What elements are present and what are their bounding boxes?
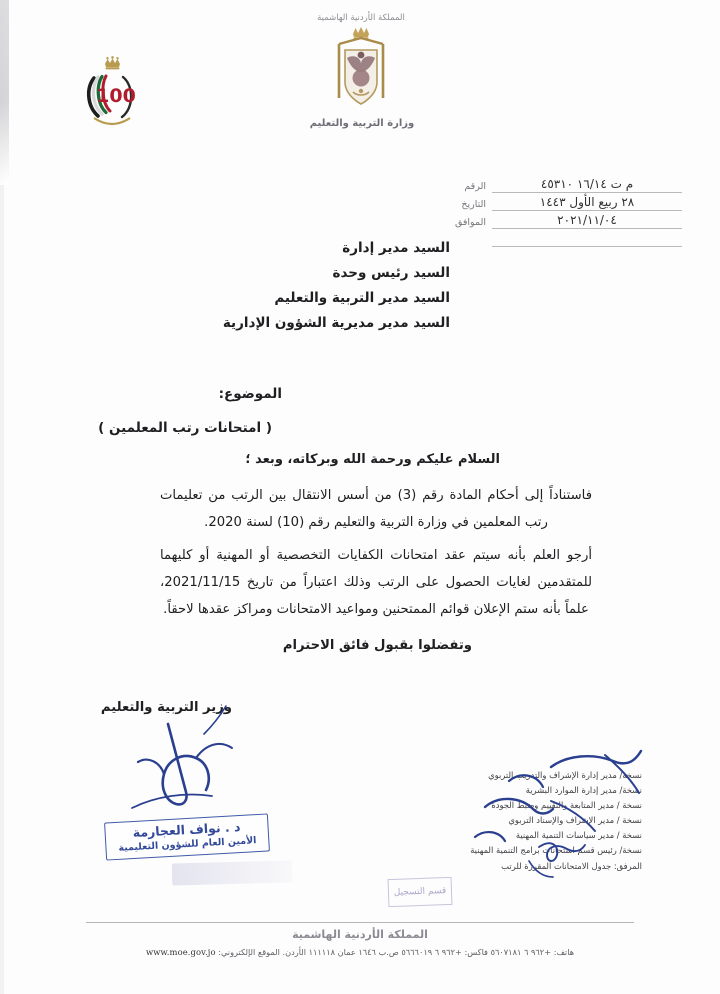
centennial-logo <box>78 52 144 130</box>
reference-block <box>452 176 682 248</box>
addressee-line: السيد مدير التربية والتعليم <box>274 290 450 306</box>
subject-label: الموضوع: <box>218 386 282 402</box>
footer-divider <box>86 922 634 923</box>
reference-gregorian-label: الموافق <box>454 217 486 228</box>
cc-item: نسخة/ مدير إدارة الإشراف والتدريب التربوي <box>488 770 642 780</box>
reference-date-row <box>452 194 682 211</box>
cc-item: نسخة/ مدير إدارة الموارد البشرية <box>525 785 642 795</box>
body-text <box>160 482 592 627</box>
cc-item: نسخة / مدير سياسات التنمية المهنية <box>515 830 642 840</box>
footer-kingdom-name: المملكة الأردنية الهاشمية <box>292 928 428 941</box>
stamp-role: الأمين العام للشؤون التعليمية <box>118 835 257 854</box>
reference-date-value: ٢٨ ربيع الأول ١٤٤٣ <box>492 195 682 211</box>
jordan-coat-of-arms <box>305 14 417 132</box>
cc-item: نسخة / مدير الإشراف والإسناد التربوي <box>508 815 642 825</box>
footer-website-url[interactable]: www.moe.gov.jo <box>145 947 216 957</box>
reference-blank-value <box>492 232 682 247</box>
faint-received-stamp: قسم التسجيل <box>388 877 453 907</box>
footer-fax-label: فاكس: <box>464 947 488 957</box>
minister-title: وزير التربية والتعليم <box>100 700 232 715</box>
body-paragraph-2: أرجو العلم بأنه سيتم عقد امتحانات الكفايات التخصصية أو المهنية أو كليهما للمتقدمين لغايات الحصول على الرتب وذلك اعتباراً من تاريخ 2021/11/15، علماً بأنه ستم الإعلان قوائم الممتحنين ومواعيد الامتحانات ومراكز عقدها لاحقاً. <box>160 548 592 617</box>
closing-line: وتفضلوا بقبول فائق الاحترام <box>282 638 472 653</box>
reference-gregorian-row <box>452 212 682 229</box>
addressee-line: السيد مدير مديرية الشؤون الإدارية <box>222 315 450 331</box>
reference-number-value: م ت ١٦/١٤ ٤٥٣١٠ <box>492 177 682 193</box>
footer-phone-label: هاتف: <box>553 947 575 957</box>
reference-blank-label <box>452 246 486 247</box>
reference-gregorian-value: ٢٠٢١/١١/٠٤ <box>492 213 682 229</box>
centennial-number: 100 <box>96 85 136 107</box>
ministry-name: وزارة التربية والتعليم <box>309 118 415 129</box>
reference-number-row <box>452 176 682 193</box>
cc-item: نسخة/ رئيس قسم استحانات برامج التنمية المهنية <box>470 845 642 855</box>
cc-item: نسخة / مدير المتابعة والتقييم وضبط الجودة <box>491 800 642 810</box>
footer-contact-line <box>0 947 720 957</box>
footer-po-box: ص.ب ١٦٤٦ عمان ١١١١١٨ الأردن. <box>282 947 399 957</box>
scan-shadow <box>0 0 9 185</box>
reference-date-label: التاريخ <box>461 199 486 210</box>
secretary-general-stamp <box>104 813 270 860</box>
footer-phone: +٩٦٢ ٦ ٥٦٠٧١٨١ <box>490 947 552 957</box>
cc-distribution-list <box>420 768 642 874</box>
attachment-note: المرفق: جدول الامتحانات المقررة للرتب <box>501 861 642 871</box>
reference-blank-row <box>452 230 682 247</box>
greeting-line: السلام عليكم ورحمة الله وبركاته، وبعد ؛ <box>245 452 500 467</box>
addressee-block <box>223 236 450 336</box>
stamp-name: د . نواف العجارمة <box>132 819 241 841</box>
footer-fax: +٩٦٢ ٦ ٥٦٦٦٠١٩ <box>401 947 462 957</box>
reference-number-label: الرقم <box>464 181 486 192</box>
footer-website-label: الموقع الإلكتروني: <box>218 947 280 957</box>
addressee-line: السيد رئيس وحدة <box>332 265 450 281</box>
body-paragraph-1: فاستناداً إلى أحكام المادة رقم (3) من أسس الانتقال بين الرتب من تعليمات رتب المعلمين في وزارة التربية والتعليم رقم (10) لسنة 2020. <box>160 488 593 530</box>
subject-value: ( امتحانات رتب المعلمين ) <box>98 420 272 436</box>
addressee-line: السيد مدير إدارة <box>342 240 450 256</box>
kingdom-arabic-script: المملكة الأردنية الهاشمية <box>317 13 405 23</box>
faint-smudge-stamp <box>172 860 293 885</box>
